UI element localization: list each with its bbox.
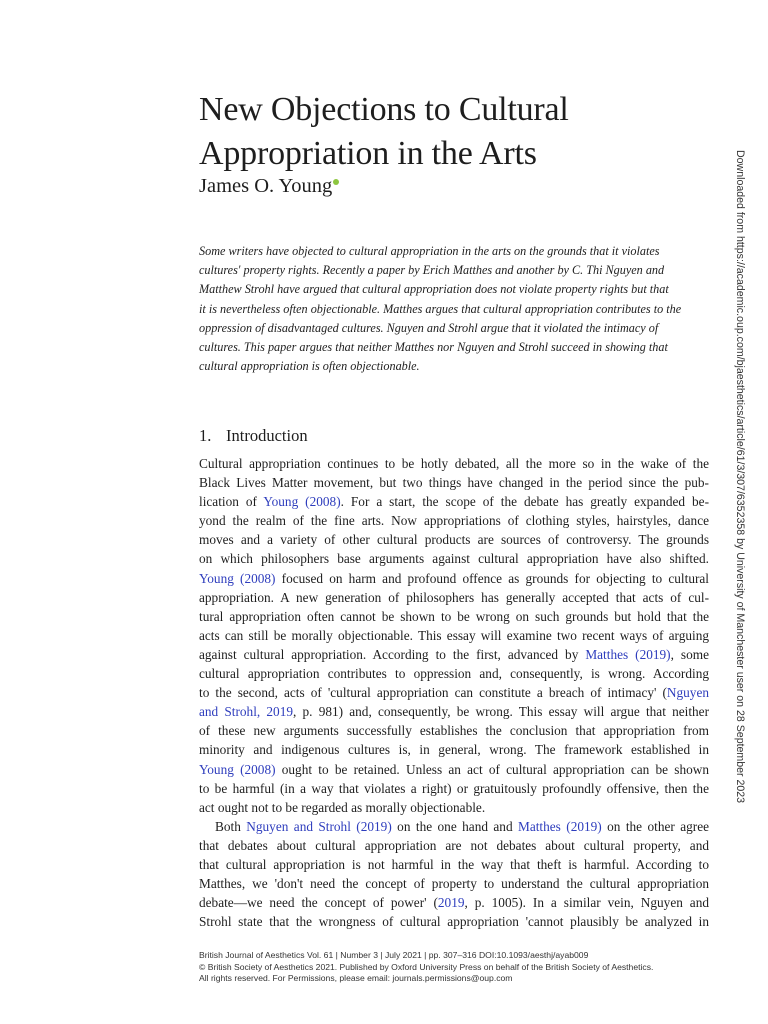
body-line: [199, 760, 709, 779]
footer-line: All rights reserved. For Permissions, please email: journals.permissions@oup.com: [199, 973, 513, 983]
line-text: Both: [215, 818, 247, 834]
body-line: [199, 683, 709, 702]
body-line: Cultural appropriation continues to be hotly debated, all the more so in the wake of the: [199, 456, 709, 471]
section-number: 1.: [199, 426, 212, 445]
section-title: Introduction: [226, 426, 308, 445]
body-line: [199, 893, 709, 912]
body-line: moves and a variety of other cultural products are sources of controversy. The grounds: [199, 532, 709, 548]
body-line: [199, 702, 709, 721]
citation-link[interactable]: Nguyen: [666, 685, 709, 701]
body-line: [199, 645, 709, 664]
body-line: appropriation. A new generation of philosophers has generally accepted that acts of cul-: [199, 589, 709, 605]
body-text: [199, 454, 709, 931]
download-watermark: Downloaded from https://academic.oup.com/bjaesthetics/article/61/3/307/6352358 by University of Manchester user on 28 September 2023: [734, 150, 746, 804]
author-line: [199, 173, 339, 199]
citation-link[interactable]: Young (2008): [199, 761, 276, 777]
abstract-line: oppression of disadvantaged cultures. Nguyen and Strohl argue that it violated the intimacy of: [199, 320, 659, 335]
body-line: Strohl state that the wrongness of cultural appropriation 'cannot plausibly be analyzed in: [199, 914, 709, 930]
body-line: [199, 492, 709, 511]
abstract-line: Some writers have objected to cultural appropriation in the arts on the grounds that it violates: [199, 244, 660, 258]
line-text: to the second, acts of 'cultural appropriation can constitute a breach of intimacy' (: [199, 685, 667, 701]
footer-line: © British Society of Aesthetics 2021. Published by Oxford University Press on behalf of the British Society of Aesthetics.: [199, 961, 654, 972]
journal-footer: [199, 950, 719, 985]
line-text: , some: [670, 646, 709, 662]
citation-link[interactable]: Matthes (2019): [585, 646, 671, 662]
body-line: act ought not to be regarded as morally objectionable.: [199, 799, 486, 815]
line-text: on the one hand and: [391, 818, 519, 834]
line-text: ought to be retained. Unless an act of cultural appropriation can be shown: [275, 761, 709, 777]
line-text: . For a start, the scope of the debate has greatly expanded be-: [340, 494, 709, 510]
body-line: [199, 569, 709, 588]
body-line: tural appropriation often cannot be shown to be wrong on such grounds but hold that the: [199, 608, 709, 624]
body-line: of these new arguments successfully establishes the conclusion that appropriation from: [199, 723, 709, 739]
line-text: , p. 1005). In a similar vein, Nguyen and: [464, 895, 709, 911]
citation-link[interactable]: Matthes (2019): [518, 818, 602, 834]
citation-link[interactable]: Nguyen and Strohl (2019): [246, 818, 392, 834]
body-line: yond the realm of the fine arts. Now appropriations of clothing styles, hairstyles, dance: [199, 513, 709, 529]
body-line: Matthes, we 'don't need the concept of property to understand the cultural appropriation: [199, 876, 709, 892]
abstract-line: cultural appropriation is often objectionable.: [199, 359, 420, 374]
title-line: New Objections to Cultural: [199, 91, 569, 128]
footer-line: British Journal of Aesthetics Vol. 61 | Number 3 | July 2021 | pp. 307–316 DOI:10.1093/aesthj/ayab009: [199, 950, 589, 960]
citation-link[interactable]: and Strohl, 2019: [199, 704, 294, 720]
citation-link[interactable]: 2019: [437, 895, 465, 911]
body-line: to be harmful (in a way that violates a right) or gratuitously profoundly offensive, then the: [199, 780, 709, 796]
line-text: on the other agree: [601, 818, 709, 834]
author-name[interactable]: James O. Young: [199, 175, 333, 197]
abstract-line: Matthew Strohl have argued that cultural appropriation does not violate property rights but that: [199, 282, 669, 297]
body-line: on which philosophers base arguments against cultural appropriation have also shifted.: [199, 551, 709, 567]
body-line: minority and indigenous cultures is, in general, wrong. The framework established in: [199, 742, 709, 758]
citation-link[interactable]: Young (2008): [263, 494, 341, 510]
abstract-line: cultures' property rights. Recently a paper by Erich Matthes and another by C. Thi Nguyen and: [199, 263, 665, 278]
body-line: that cultural appropriation is not harmful in the way that theft is harmful. According to: [199, 856, 709, 872]
line-text: debate—we need the concept of power' (: [199, 895, 438, 911]
body-line: that debates about cultural appropriation are not debates about cultural property, and: [199, 837, 709, 853]
line-text: focused on harm and profound offence as grounds for objecting to cultural: [275, 570, 709, 586]
abstract-line: it is nevertheless often objectionable. Matthes argues that cultural appropriation contributes to the: [199, 301, 682, 316]
title-line: Appropriation in the Arts: [199, 135, 537, 172]
citation-link[interactable]: Young (2008): [199, 570, 276, 586]
abstract-line: cultures. This paper argues that neither Matthes nor Nguyen and Strohl succeed in showing that: [199, 340, 668, 355]
line-text: lication of: [199, 494, 264, 510]
orcid-icon[interactable]: [333, 179, 339, 185]
body-line: acts can still be morally objectionable. This essay will examine two recent ways of arguing: [199, 627, 709, 643]
body-line: Black Lives Matter movement, but two things have changed in the period since the pub-: [199, 475, 709, 491]
line-text: against cultural appropriation. According to the first, advanced by: [199, 646, 586, 662]
abstract: [199, 242, 709, 376]
body-line: [199, 817, 709, 836]
article-title: [199, 88, 719, 176]
body-line: cultural appropriation contributes to oppression and, consequently, is wrong. According: [199, 666, 709, 682]
line-text: , p. 981) and, consequently, be wrong. This essay will argue that neither: [293, 704, 709, 720]
section-heading: [199, 425, 308, 447]
